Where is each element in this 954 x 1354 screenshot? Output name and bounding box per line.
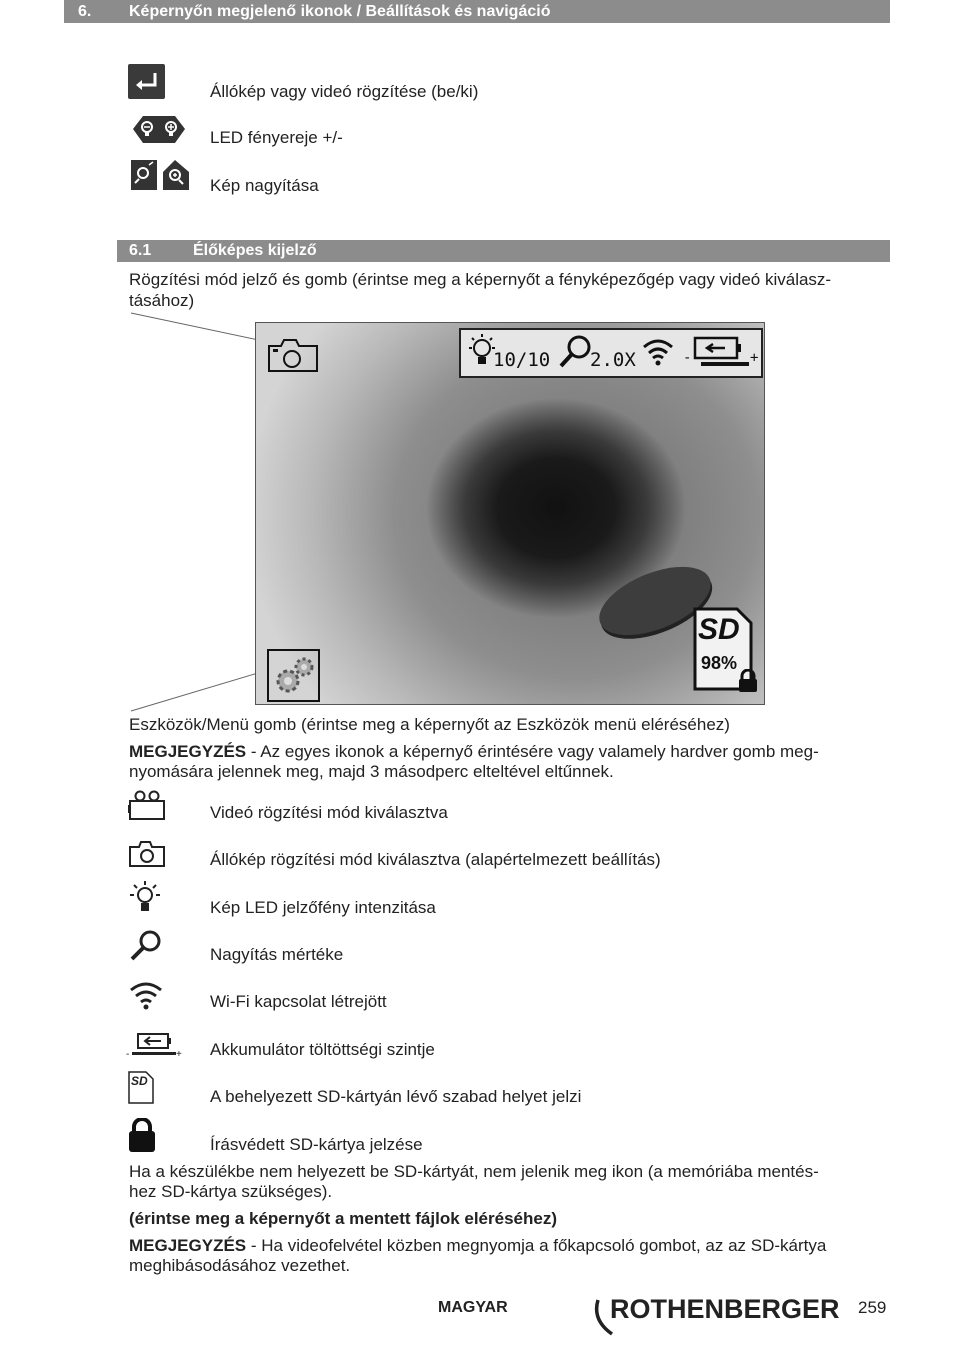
legend-label-5: Wi-Fi kapcsolat létrejött <box>210 992 387 1011</box>
legend-label-1: Videó rögzítési mód kiválasztva <box>210 803 448 822</box>
section-6-title: Képernyőn megjelenő ikonok / Beállítások és navigáció <box>129 3 551 20</box>
legend-label-4: Nagyítás mértéke <box>210 945 344 964</box>
wifi-icon <box>128 979 164 1016</box>
note-2-line1 <box>129 1236 826 1256</box>
camera-icon <box>266 337 320 373</box>
touch-saved-files-paragraph: (érintse meg a képernyőt a mentett fájlok eléréséhez) <box>129 1209 557 1228</box>
live-view-screen[interactable] <box>255 322 765 705</box>
sd-label: SD <box>698 613 740 646</box>
battery-icon <box>683 336 759 370</box>
status-bar <box>459 328 763 378</box>
sd-card-icon-text: SD <box>131 1074 148 1088</box>
tools-menu-button[interactable] <box>267 649 320 702</box>
section-6-1-number: 6.1 <box>129 242 152 259</box>
led-value: 10/10 <box>493 349 551 371</box>
gears-icon <box>269 651 318 700</box>
brand-logo: ROTHENBERGER <box>610 1294 840 1324</box>
top-icon-label-3: Kép nagyítása <box>210 176 319 195</box>
legend-label-2: Állókép rögzítési mód kiválasztva (alapértelmezett beállítás) <box>210 850 661 869</box>
no-sd-paragraph-line2: hez SD-kártya szükséges). <box>129 1182 333 1201</box>
sd-card-icon <box>128 1071 154 1104</box>
zoom-value: 2.0X <box>590 349 636 371</box>
lock-icon <box>737 669 759 693</box>
lock-icon <box>128 1118 156 1159</box>
capture-mode-paragraph-line1: Rögzítési mód jelző és gomb (érintse meg a képernyőt a fényképezőgép vagy videó kiválasz- <box>129 270 832 289</box>
top-icon-label-1: Állókép vagy videó rögzítése (be/ki) <box>210 82 479 101</box>
battery-icon <box>126 1032 184 1063</box>
legend-label-8: Írásvédett SD-kártya jelzése <box>210 1135 423 1154</box>
note-2-line2: meghibásodásához vezethet. <box>129 1256 351 1275</box>
note-2-label: MEGJEGYZÉS <box>129 1236 247 1255</box>
legend-label-6: Akkumulátor töltöttségi szintje <box>210 1040 435 1059</box>
video-camera-icon <box>128 789 166 826</box>
led-bulb-icon <box>128 881 162 920</box>
camera-icon <box>128 840 166 873</box>
battery-minus: - <box>683 350 692 366</box>
section-6-1-title: Élőképes kijelző <box>193 242 317 259</box>
capture-mode-paragraph-line2: tásához) <box>129 291 195 310</box>
note-1-line1 <box>129 742 819 762</box>
legend-label-7: A behelyezett SD-kártyán lévő szabad helyet jelzi <box>210 1087 582 1106</box>
note-1-text: - Az egyes ikonok a képernyő érintésére vagy valamely hardver gomb meg- <box>246 742 819 761</box>
note-1-line2: nyomására jelennek meg, majd 3 másodperc elteltével eltűnnek. <box>129 762 614 781</box>
sd-card-status[interactable] <box>693 607 753 691</box>
no-sd-paragraph-line1: Ha a készülékbe nem helyezett be SD-kártyát, nem jelenik meg ikon (a memóriába mentés- <box>129 1162 819 1181</box>
magnifier-icon <box>128 929 164 968</box>
note-1-label: MEGJEGYZÉS <box>129 742 247 761</box>
wifi-icon <box>641 336 675 366</box>
camera-mode-button[interactable] <box>266 337 320 378</box>
sd-percent: 98% <box>701 653 738 673</box>
battery-plus: + <box>750 350 759 366</box>
legend-label-3: Kép LED jelzőfény intenzitása <box>210 898 436 917</box>
top-icon-label-2: LED fényereje +/- <box>210 128 343 147</box>
footer-language: MAGYAR <box>438 1299 508 1316</box>
magnifier-icon <box>557 333 593 371</box>
svg-text:-: - <box>126 1049 130 1058</box>
note-2-text: - Ha videofelvétel közben megnyomja a főkapcsoló gombot, az az SD-kártya <box>246 1236 827 1255</box>
section-6-number: 6. <box>78 3 92 20</box>
tools-paragraph: Eszközök/Menü gomb (érintse meg a képernyőt az Eszközök menü eléréséhez) <box>129 715 730 734</box>
svg-text:+: + <box>176 1049 182 1058</box>
page-number: 259 <box>858 1298 887 1317</box>
